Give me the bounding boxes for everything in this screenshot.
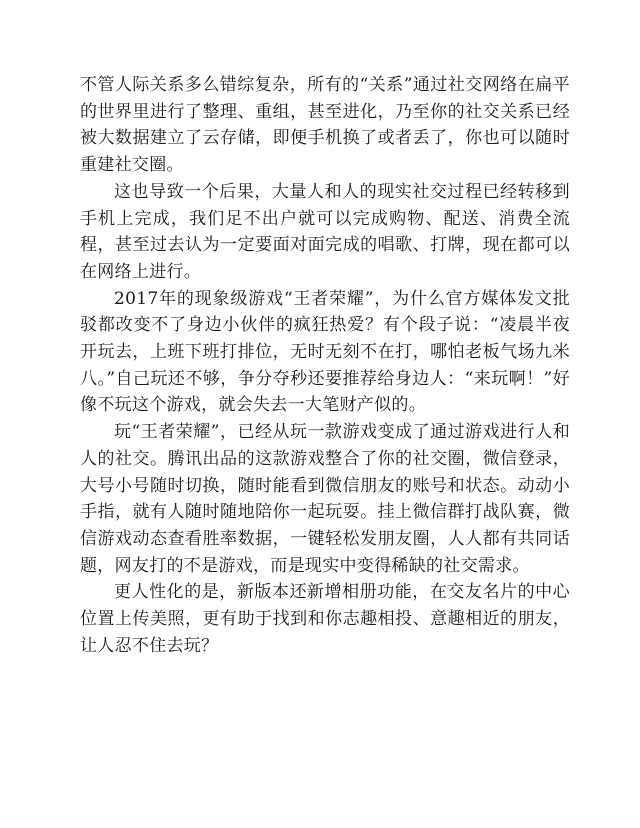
paragraph-5: 更人性化的是，新版本还新增相册功能，在交友名片的中心位置上传美照，更有助于找到和你志趣相投、意趣相近的朋友，让人忍不住去玩？: [80, 582, 570, 656]
paragraph-4: 玩“王者荣耀”，已经从玩一款游戏变成了通过游戏进行人和人的社交。腾讯出品的这款游戏整合了你的社交圈，微信登录，大号小号随时切换，随时能看到微信朋友的账号和状态。动动小手指，就有人随时随地陪你一起玩耍。挂上微信群打战队赛，微信游戏动态查看胜率数据，一键轻松发朋友圈，人人都有共同话题，网友打的不是游戏，而是现实中变得稀缺的社交需求。: [80, 422, 570, 576]
paragraph-1: 不管人际关系多么错综复杂，所有的“关系”通过社交网络在扁平的世界里进行了整理、重组，甚至进化，乃至你的社交关系已经被大数据建立了云存储，即便手机换了或者丢了，你也可以随时重建社交圈。: [80, 75, 570, 176]
article-body: [80, 72, 570, 659]
paragraph-3: 2017年的现象级游戏“王者荣耀”，为什么官方媒体发文批驳都改变不了身边小伙伴的疯狂热爱？有个段子说：“凌晨半夜开玩去，上班下班打排位，无时无刻不在打，哪怕老板气场九米八。”自己玩还不够，争分夺秒还要推荐给身边人：“来玩啊！”好像不玩这个游戏，就会失去一大笔财产似的。: [80, 288, 570, 416]
paragraph-2: 这也导致一个后果，大量人和人的现实社交过程已经转移到手机上完成，我们足不出户就可以完成购物、配送、消费全流程，甚至过去认为一定要面对面完成的唱歌、打牌，现在都可以在网络上进行。: [80, 181, 570, 282]
